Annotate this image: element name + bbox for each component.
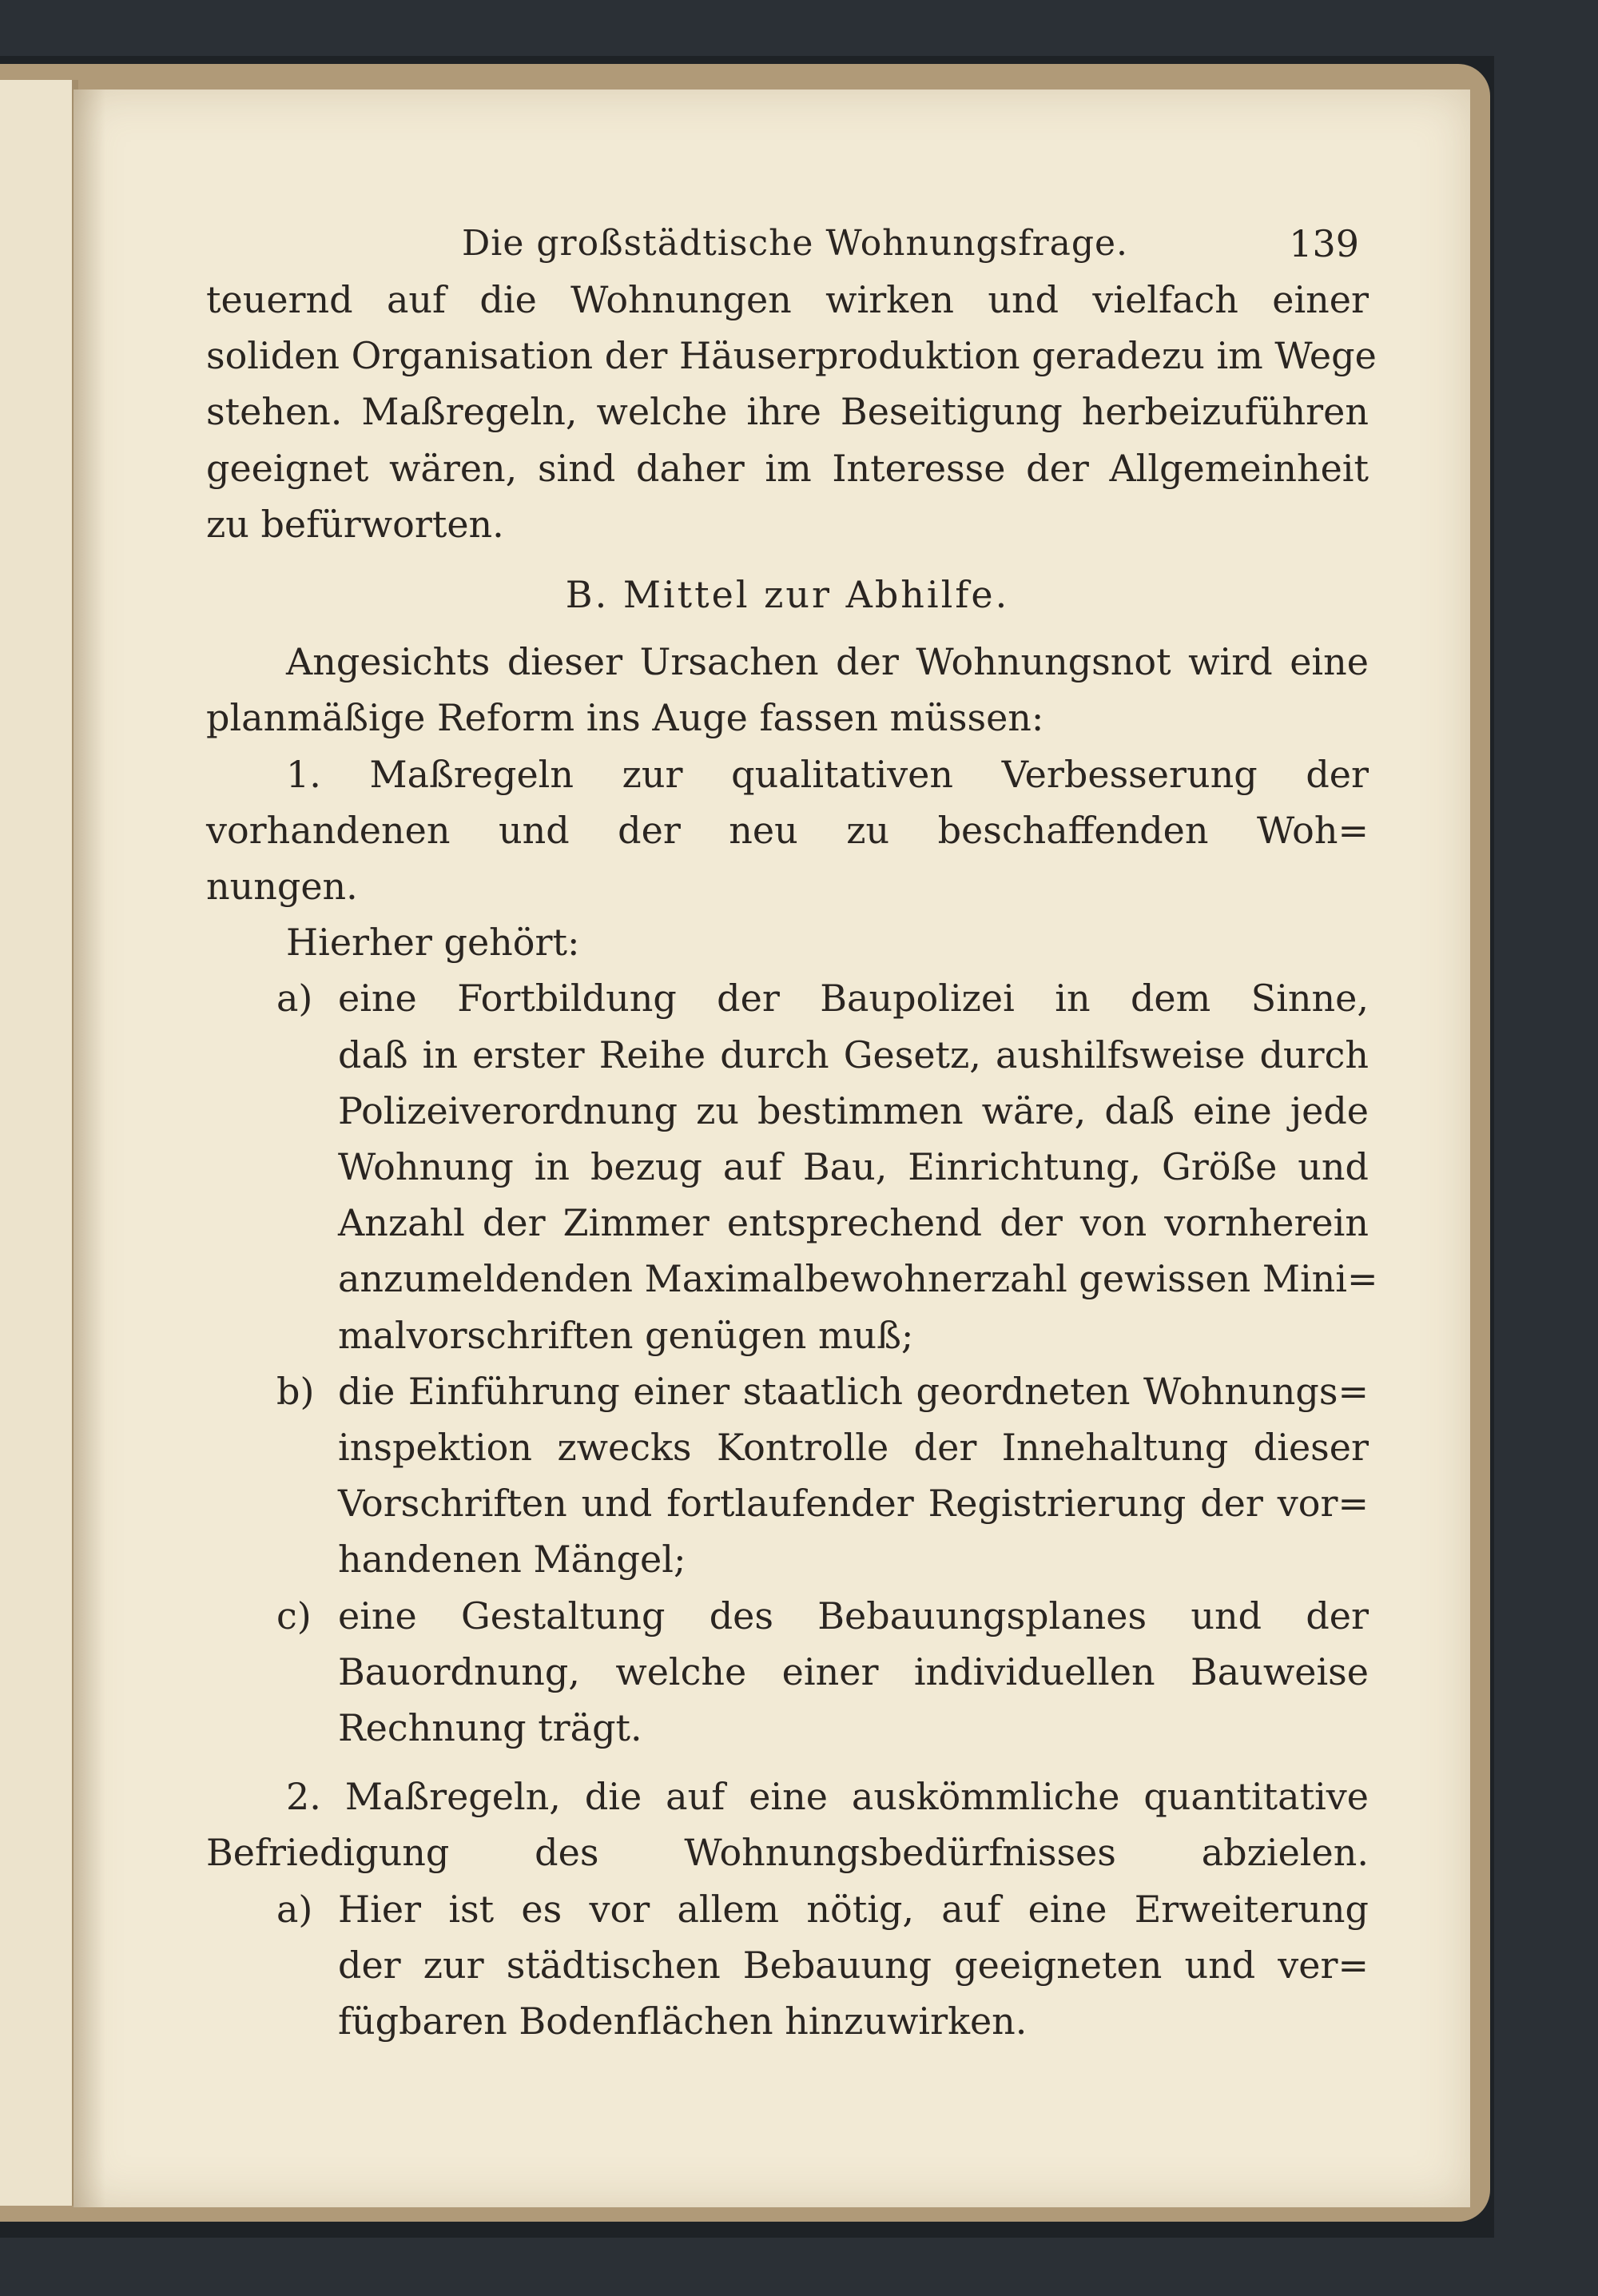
item-1-a	[206, 970, 1378, 1363]
item-1-c	[206, 1588, 1369, 1757]
text-line: vorhandenen und der neu zu beschaffenden Woh=	[206, 808, 1369, 852]
text-line: geeignet wären, sind daher im Interesse der Allgemeinheit	[206, 446, 1369, 490]
item-2	[206, 1769, 1369, 2049]
text-line: fügbaren Bodenflächen hinzuwirken.	[338, 2000, 1028, 2043]
text-line: zu befürworten.	[206, 502, 504, 546]
item-label: b)	[276, 1369, 315, 1413]
item-2-a	[206, 1881, 1369, 2050]
text-line: stehen. Maßregeln, welche ihre Beseitigung herbeizuführen	[206, 390, 1369, 434]
page-header	[206, 216, 1369, 272]
text-line: planmäßige Reform ins Auge fassen müssen:	[206, 696, 1044, 740]
text-line: Anzahl der Zimmer entsprechend der von vornherein	[338, 1201, 1369, 1245]
page-text	[206, 216, 1378, 2049]
item-1-b	[206, 1363, 1369, 1588]
item-1	[206, 746, 1378, 1757]
text-line: malvorschriften genügen muß;	[338, 1313, 914, 1357]
item-label: a)	[276, 1887, 313, 1931]
text-line: eine Gestaltung des Bebauungsplanes und der	[338, 1594, 1369, 1637]
left-page-edge	[0, 80, 78, 2206]
text-line: nungen.	[206, 865, 358, 909]
text-line: die Einführung einer staatlich geordneten Wohnungs=	[338, 1369, 1369, 1413]
text-line: handenen Mängel;	[338, 1538, 686, 1582]
text-line: anzumeldenden Maximalbewohnerzahl gewissen Mini=	[338, 1257, 1378, 1301]
text-line: 1. Maßregeln zur qualitativen Verbesserung der	[286, 752, 1369, 796]
item-label: a)	[276, 977, 313, 1021]
page-gutter	[74, 90, 105, 2207]
text-line: Befriedigung des Wohnungsbedürfnisses abzielen.	[206, 1831, 1369, 1875]
section-intro	[206, 634, 1369, 746]
page-number: 139	[1289, 222, 1359, 265]
text-line: soliden Organisation der Häuserproduktion geradezu im Wege	[206, 334, 1377, 378]
text-line: Angesichts dieser Ursachen der Wohnungsnot wird eine	[286, 640, 1369, 684]
text-line: daß in erster Reihe durch Gesetz, aushilfsweise durch	[338, 1033, 1369, 1076]
running-title: Die großstädtische Wohnungsfrage.	[462, 223, 1129, 264]
text-line: Hier ist es vor allem nötig, auf eine Erweiterung	[338, 1887, 1369, 1931]
text-line: teuernd auf die Wohnungen wirken und vielfach einer	[206, 278, 1369, 321]
text-line: inspektion zwecks Kontrolle der Innehaltung dieser	[338, 1426, 1369, 1470]
text-line: Polizeiverordnung zu bestimmen wäre, daß eine jede	[338, 1088, 1369, 1132]
text-line: Wohnung in bezug auf Bau, Einrichtung, Größe und	[338, 1145, 1369, 1189]
text-line: Vorschriften und fortlaufender Registrierung der vor=	[338, 1482, 1369, 1526]
text-line: eine Fortbildung der Baupolizei in dem Sinne,	[338, 977, 1369, 1021]
section-heading: B. Mittel zur Abhilfe.	[565, 573, 1010, 617]
intro-paragraph	[206, 272, 1377, 552]
text-line: Bauordnung, welche einer individuellen Bauweise	[338, 1649, 1369, 1693]
text-line: Rechnung trägt.	[338, 1706, 642, 1750]
item-label: c)	[276, 1594, 312, 1637]
text-line: 2. Maßregeln, die auf eine auskömmliche quantitative	[286, 1775, 1369, 1819]
text-line: der zur städtischen Bebauung geeigneten und ver=	[338, 1943, 1369, 1987]
item-1-subhead: Hierher gehört:	[286, 921, 580, 965]
